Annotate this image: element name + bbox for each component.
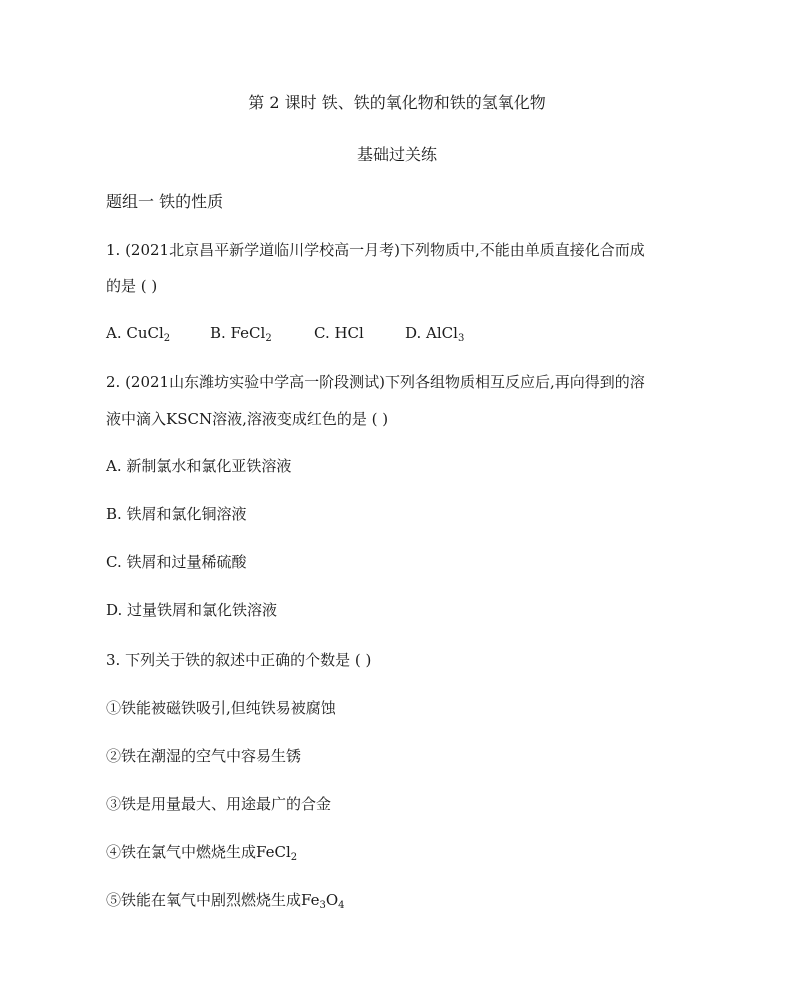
question-3-statement-1: ①铁能被磁铁吸引,但纯铁易被腐蚀 [106, 699, 336, 717]
option-c: C. HCl [314, 324, 364, 342]
option-a: A. CuCl$_2$ [106, 324, 171, 344]
question-3-statement-2: ②铁在潮湿的空气中容易生锈 [106, 747, 302, 765]
question-2-option-a: A. 新制氯水和氯化亚铁溶液 [106, 457, 292, 475]
lesson-title: 第 2 课时 铁、铁的氧化物和铁的氢氧化物 [248, 93, 546, 112]
question-2-option-c: C. 铁屑和过量稀硫酸 [106, 553, 247, 571]
option-b: B. FeCl$_2$ [210, 324, 272, 344]
question-1-line-1: 1. (2021北京昌平新学道临川学校高一月考)下列物质中,不能由单质直接化合而成 [106, 241, 645, 259]
question-group-heading: 题组一 铁的性质 [106, 192, 224, 211]
question-2-option-d: D. 过量铁屑和氯化铁溶液 [106, 601, 278, 619]
section-subtitle: 基础过关练 [356, 145, 437, 164]
question-1-line-2: 的是 ( ) [106, 277, 158, 295]
question-3-statement-5: ⑤铁能在氧气中剧烈燃烧生成$Fe_3O_4$ [106, 891, 345, 911]
question-2-option-b: B. 铁屑和氯化铜溶液 [106, 505, 247, 523]
question-3-statement-4: ④铁在氯气中燃烧生成FeCl$_2$ [106, 843, 298, 863]
question-3-statement-3: ③铁是用量最大、用途最广的合金 [106, 795, 332, 813]
question-3-line-1: 3. 下列关于铁的叙述中正确的个数是 ( ) [106, 651, 372, 669]
option-d: D. AlCl$_3$ [405, 324, 465, 344]
question-2-line-2: 液中滴入KSCN溶液,溶液变成红色的是 ( ) [106, 410, 389, 428]
question-1-options [106, 323, 464, 343]
question-2-line-1: 2. (2021山东潍坊实验中学高一阶段测试)下列各组物质相互反应后,再向得到的溶 [106, 373, 645, 391]
